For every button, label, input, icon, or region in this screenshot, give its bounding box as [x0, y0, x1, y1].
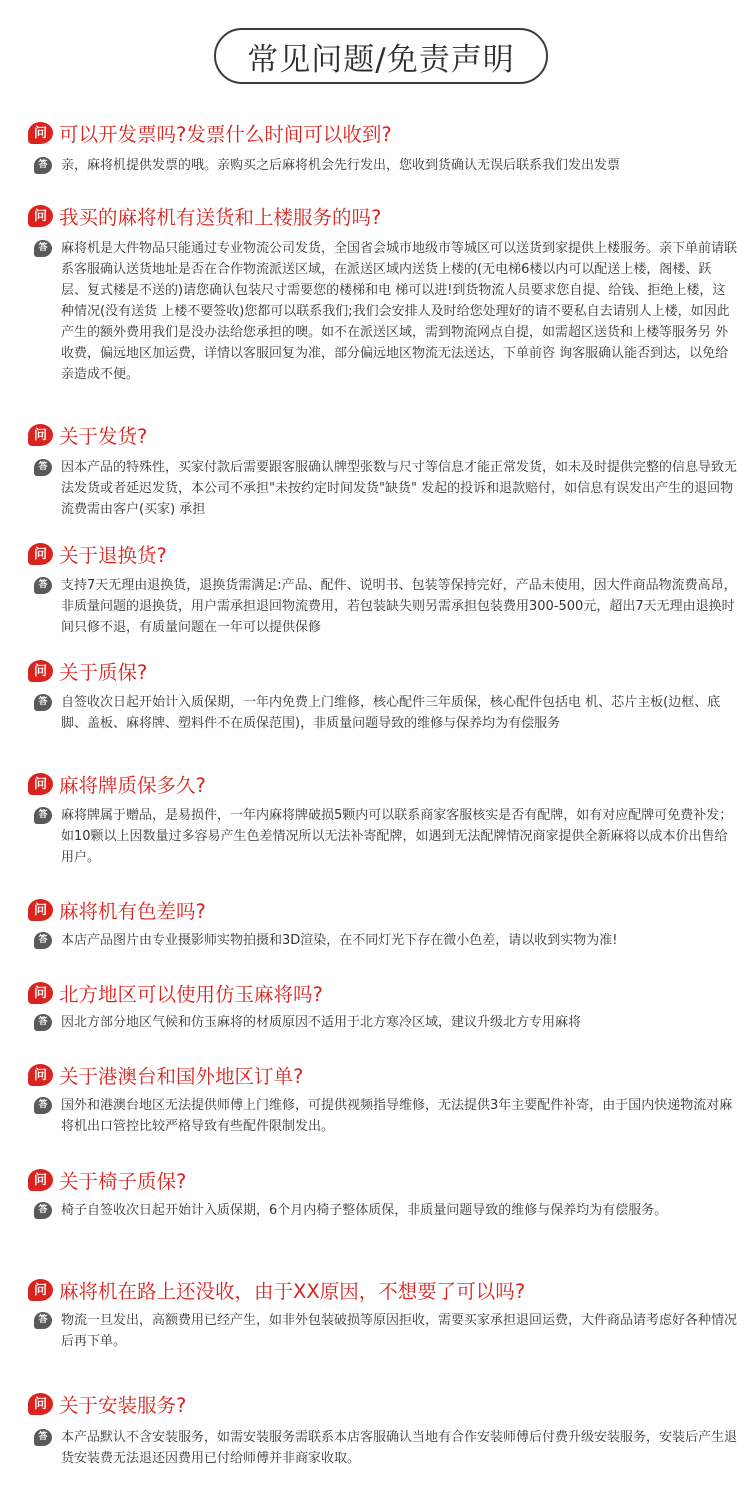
question-icon: 问	[28, 1393, 53, 1415]
answer-icon: 答	[34, 694, 52, 711]
faq-answer: 支持7天无理由退换货，退换货需满足:产品、配件、说明书、包装等保持完好，产品未使用，因大件商品物流费高昂，非质量问题的退换货，用户需承担退回物流费用，若包装缺失则另需承担包装费用300-500元，超出7天无理由退换时间只修不退，有质量问题在一年可以提供保修	[61, 578, 737, 635]
faq-question: 关于安装服务?	[59, 1394, 187, 1417]
faq-question: 关于质保?	[59, 661, 148, 684]
faq-answer: 自签收次日起开始计入质保期，一年内免费上门维修，核心配件三年质保，核心配件包括电 机、芯片主板(边框、底脚、盖板、麻将牌、塑料件不在质保范围)，非质量问题导致的维修与保养均为有偿服务	[61, 695, 721, 731]
answer-icon: 答	[34, 1202, 52, 1219]
question-icon: 问	[28, 773, 53, 795]
faq-answer: 因本产品的特殊性，买家付款后需要跟客服确认牌型张数与尺寸等信息才能正常发货，如未及时提供完整的信息导致无法发货或者延迟发货，本公司不承担"未按约定时间发货"缺货" 发起的投诉和退款赔付，如信息有误发出产生的退回物流费需由客户(买家) 承担	[61, 460, 738, 517]
answer-icon: 答	[34, 1429, 52, 1446]
faq-question-row	[28, 1391, 186, 1417]
faq-question: 关于港澳台和国外地区订单?	[59, 1065, 304, 1088]
faq-question-row	[28, 980, 323, 1006]
answer-icon: 答	[34, 1312, 52, 1329]
faq-question: 麻将牌质保多久?	[59, 774, 206, 797]
answer-icon: 答	[34, 240, 52, 257]
faq-question-row	[28, 658, 147, 684]
faq-question-row	[28, 422, 147, 448]
question-icon: 问	[28, 1064, 53, 1086]
faq-answer: 物流一旦发出，高额费用已经产生，如非外包装破损等原因拒收，需要买家承担退回运费，大件商品请考虑好各种情况后再下单。	[61, 1313, 738, 1349]
question-icon: 问	[28, 205, 53, 227]
answer-icon: 答	[34, 459, 52, 476]
question-icon: 问	[28, 1169, 53, 1191]
answer-icon: 答	[34, 577, 52, 594]
question-icon: 问	[28, 982, 53, 1004]
faq-question: 关于退换货?	[59, 544, 167, 567]
question-icon: 问	[28, 660, 53, 682]
faq-question: 关于椅子质保?	[59, 1170, 187, 1193]
faq-answer: 椅子自签收次日起开始计入质保期，6个月内椅子整体质保，非质量问题导致的维修与保养均为有偿服务。	[61, 1203, 668, 1218]
faq-question-row	[28, 771, 206, 797]
faq-question: 关于发货?	[59, 425, 148, 448]
page-title: 常见问题/免责声明	[247, 41, 515, 78]
faq-question-row	[28, 541, 167, 567]
faq-question-row	[28, 203, 381, 229]
answer-icon: 答	[34, 1014, 52, 1031]
faq-question: 麻将机在路上还没收，由于XX原因，不想要了可以吗?	[59, 1280, 526, 1303]
answer-icon: 答	[34, 157, 52, 174]
faq-answer: 本店产品图片由专业摄影师实物拍摄和3D渲染，在不同灯光下存在微小色差，请以收到实物为准!	[61, 933, 618, 948]
faq-question: 可以开发票吗?发票什么时间可以收到?	[59, 123, 392, 146]
answer-icon: 答	[34, 1097, 52, 1114]
faq-question-row	[28, 1277, 525, 1303]
faq-question: 我买的麻将机有送货和上楼服务的吗?	[59, 206, 382, 229]
faq-question: 麻将机有色差吗?	[59, 900, 206, 923]
question-icon: 问	[28, 1279, 53, 1301]
faq-answer: 国外和港澳台地区无法提供师傅上门维修，可提供视频指导维修，无法提供3年主要配件补寄，由于国内快递物流对麻将机出口管控比较严格导致有些配件限制发出。	[61, 1098, 733, 1134]
question-icon: 问	[28, 543, 53, 565]
faq-question: 北方地区可以使用仿玉麻将吗?	[59, 983, 323, 1006]
faq-question-row	[28, 120, 392, 146]
page-title-pill	[214, 28, 548, 84]
faq-question-row	[28, 1167, 186, 1193]
faq-answer: 亲，麻将机提供发票的哦。亲购买之后麻将机会先行发出，您收到货确认无误后联系我们发出发票	[61, 158, 621, 173]
answer-icon: 答	[34, 932, 52, 949]
answer-icon: 答	[34, 807, 52, 824]
faq-answer: 麻将牌属于赠品，是易损件，一年内麻将牌破损5颗内可以联系商家客服核实是否有配牌，如有对应配牌可免费补发；如10颗以上因数量过多容易产生色差情况所以无法补寄配牌，如遇到无法配牌情况商家提供全新麻将以成本价出售给用户。	[61, 808, 733, 865]
faq-question-row	[28, 897, 206, 923]
faq-question-row	[28, 1062, 303, 1088]
question-icon: 问	[28, 899, 53, 921]
question-icon: 问	[28, 122, 53, 144]
question-icon: 问	[28, 424, 53, 446]
faq-answer: 因北方部分地区气候和仿玉麻将的材质原因不适用于北方寒冷区域，建议升级北方专用麻将	[61, 1015, 582, 1030]
faq-answer: 麻将机是大件物品只能通过专业物流公司发货，全国省会城市地级市等城区可以送货到家提供上楼服务。亲下单前请联系客服确认送货地址是否在合作物流派送区域，在派送区域内送货上楼的(无电梯6楼以内可以配送上楼，阁楼、跃层、复式楼是不送的)请您确认包装尺寸需要您的楼梯和电 梯可以进!到货物流人员要求您自提、给钱、拒绝上楼，这种情况(没有送货 上楼不要签收)您都可以联系我们;我们会安排人及时给您处理好的请不要私自去请别人上楼，如因此产生的额外费用我们是没办法给您承担的噢。如不在派送区域，需到物流网点自提，如需超区送货和上楼等服务另 外收费，偏远地区加运费，详情以客服回复为准，部分偏远地区物流无法送达，下单前咨 询客服确认能否到达，以免给亲造成不便。	[61, 241, 738, 382]
faq-answer: 本产品默认不含安装服务，如需安装服务需联系本店客服确认当地有合作安装师傅后付费升级安装服务，安装后产生退货安装费无法退还因费用已付给师傅并非商家收取。	[61, 1430, 738, 1466]
